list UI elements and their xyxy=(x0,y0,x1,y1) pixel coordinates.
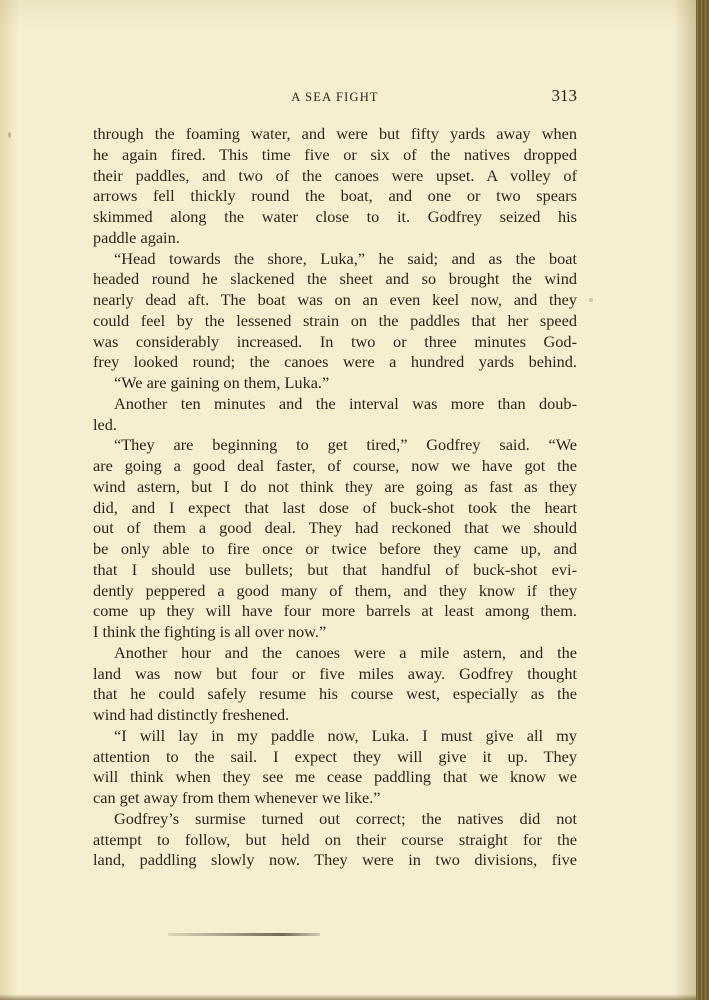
text-line: Godfrey’s surmise turned out correct; the natives did not xyxy=(114,808,577,828)
text-line: their paddles, and two of the canoes were upset. A volley of xyxy=(93,165,577,185)
printer-ornament-rule xyxy=(168,933,320,936)
text-line: skimmed along the water close to it. Godfrey seized his xyxy=(93,207,577,226)
text-line: Another ten minutes and the interval was more than doub- xyxy=(114,393,577,413)
text-line: that I should use bullets; but that handful of buck-shot evi- xyxy=(93,559,577,579)
text-line: “Head towards the shore, Luka,” he said; and as the boat xyxy=(114,248,577,268)
paper-speck xyxy=(589,298,593,302)
text-line: paddle again. xyxy=(93,227,180,247)
text-line: wind had distinctly freshened. xyxy=(93,705,290,724)
body-text xyxy=(93,124,577,871)
text-line: nearly dead aft. The boat was on an even keel now, and they xyxy=(93,290,577,309)
text-line: attempt to follow, but held on their course straight for the xyxy=(93,829,577,849)
text-line: was considerably increased. In two or three minutes God- xyxy=(93,331,577,351)
text-line: led. xyxy=(93,414,117,434)
text-line: can get away from them whenever we like.” xyxy=(93,788,381,807)
text-line: “I will lay in my paddle now, Luka. I must give all my xyxy=(114,725,577,745)
text-line: be only able to fire once or twice before they came up, and xyxy=(93,539,577,558)
text-line: frey looked round; the canoes were a hundred yards behind. xyxy=(93,352,577,372)
page-header xyxy=(93,86,577,108)
text-line: that he could safely resume his course west, especially as the xyxy=(93,684,577,704)
page-number: 313 xyxy=(551,86,577,105)
text-line: arrows fell thickly round the boat, and one or two spears xyxy=(93,186,577,206)
text-line: will think when they see me cease paddling that we know we xyxy=(93,767,577,787)
text-line: “We are gaining on them, Luka.” xyxy=(114,373,330,392)
text-line: land, paddling slowly now. They were in two divisions, five xyxy=(93,850,577,870)
book-page-edges xyxy=(696,0,709,1000)
text-line: through the foaming water, and were but fifty yards away when xyxy=(93,124,577,143)
text-line: land was now but four or five miles away. Godfrey thought xyxy=(93,663,577,683)
text-line: headed round he slackened the sheet and so brought the wind xyxy=(93,269,577,289)
text-line: attention to the sail. I expect they will give it up. They xyxy=(93,746,577,766)
text-line: I think the fighting is all over now.” xyxy=(93,622,327,641)
text-line: he again fired. This time five or six of the natives dropped xyxy=(93,144,577,164)
text-line: out of them a good deal. They had reckoned that we should xyxy=(93,518,577,538)
text-line: are going a good deal faster, of course, now we have got the xyxy=(93,456,577,475)
page-bottom-shadow xyxy=(0,994,696,1000)
text-line: could feel by the lessened strain on the paddles that her speed xyxy=(93,310,577,330)
text-line: come up they will have four more barrels at least among them. xyxy=(93,601,577,621)
text-line: dently peppered a good many of them, and they know if they xyxy=(93,580,577,600)
running-head: A SEA FIGHT xyxy=(291,90,379,104)
paper-speck xyxy=(8,132,11,138)
text-line: did, and I expect that last dose of buck-shot took the heart xyxy=(93,497,577,517)
text-line: “They are beginning to get tired,” Godfrey said. “We xyxy=(114,435,577,455)
text-line: wind astern, but I do not think they are going as fast as they xyxy=(93,476,577,496)
text-line: Another hour and the canoes were a mile astern, and the xyxy=(114,642,577,662)
